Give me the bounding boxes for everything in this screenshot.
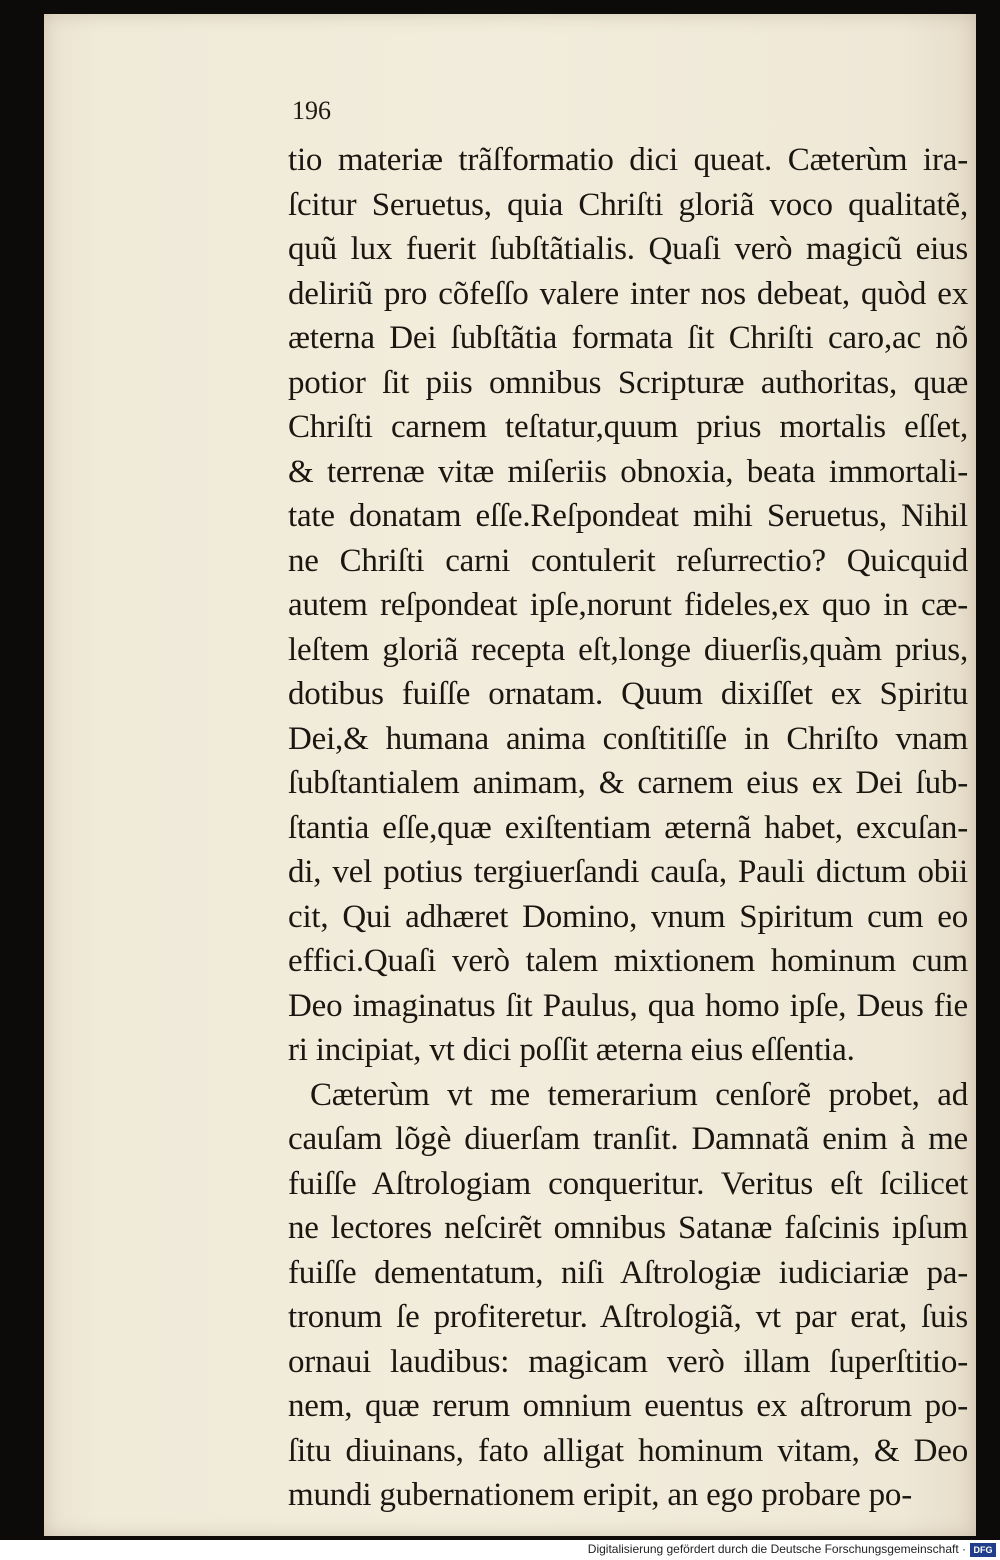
text-line: cauſam lõgè diuerſam tranſit. Damnatã enim à me <box>288 1121 968 1157</box>
text-line: Dei,& humana anima conſtitiſſe in Chriſto vnam <box>288 720 968 757</box>
text-line: dotibus fuiſſe ornatam. Quum dixiſſet ex Spiritu <box>288 676 968 712</box>
text-line: effici.Quaſi verò talem mixtionem hominum cum <box>288 943 968 979</box>
page-number: 196 <box>292 96 331 125</box>
text-line: fuiſſe dementatum, niſi Aſtrologiæ iudiciariæ pa- <box>288 1254 968 1291</box>
text-line: di, vel potius tergiuerſandi cauſa, Pauli dictum obii <box>288 854 968 890</box>
text-line: tate donatam eſſe.Reſpondeat mihi Seruetus, Nihil <box>288 498 968 534</box>
text-line: ornaui laudibus: magicam verò illam ſuperſtitio- <box>288 1343 968 1380</box>
text-line: deliriũ pro cõfeſſo valere inter nos debeat, quòd ex <box>288 275 968 312</box>
text-line: nem, quæ rerum omnium euentus ex aſtrorum po- <box>288 1388 968 1424</box>
body-text <box>288 138 968 1518</box>
text-line: ri incipiat, vt dici poſſit æterna eius eſſentia. <box>288 1032 855 1068</box>
text-line: quũ lux fuerit ſubſtãtialis. Quaſi verò magicũ eius <box>288 231 968 267</box>
text-line: ſitu diuinans, fato alligat hominum vitam, & Deo <box>288 1432 968 1469</box>
text-line: fuiſſe Aſtrologiam conqueritur. Veritus eſt ſcilicet <box>288 1165 968 1202</box>
digitization-footer <box>0 1540 1000 1560</box>
text-line: ſcitur Seruetus, quia Chriſti gloriã voco qualitatẽ, <box>288 186 968 223</box>
dfg-logo-icon: DFG <box>970 1543 996 1557</box>
text-line: ſubſtantialem animam, & carnem eius ex Dei ſub- <box>288 765 968 801</box>
text-line: tio materiæ trãſformatio dici queat. Cæterùm ira- <box>288 142 968 178</box>
text-line: ſtantia eſſe,quæ exiſtentiam æternã habet, excuſan- <box>288 809 968 846</box>
text-line: tronum ſe profiteretur. Aſtrologiã, vt par erat, ſuis <box>288 1299 968 1335</box>
text-line: Chriſti carnem teſtatur,quum prius mortalis eſſet, <box>288 409 968 445</box>
text-line: potior ſit piis omnibus Scripturæ authoritas, quæ <box>288 364 968 401</box>
text-line: leſtem gloriã recepta eſt,longe diuerſis,quàm prius, <box>288 631 968 668</box>
text-line: Cæterùm vt me temerarium cenſorẽ probet, ad <box>310 1076 968 1113</box>
text-line: Deo imaginatus ſit Paulus, qua homo ipſe, Deus fie <box>288 987 968 1024</box>
text-line: æterna Dei ſubſtãtia formata ſit Chriſti caro,ac nõ <box>288 320 968 356</box>
text-line: autem reſpondeat ipſe,norunt fideles,ex quo in cæ- <box>288 587 968 623</box>
text-line: cit, Qui adhæret Domino, vnum Spiritum cum eo <box>288 898 968 935</box>
funding-credit: Digitalisierung gefördert durch die Deutsche Forschungsgemeinschaft · <box>587 1542 966 1556</box>
text-line: ne Chriſti carni contulerit reſurrectio? Quicquid <box>288 542 968 579</box>
text-line: ne lectores neſcirẽt omnibus Satanæ faſcinis ipſum <box>288 1210 968 1246</box>
text-line: mundi gubernationem eripit, an ego probare po- <box>288 1477 913 1513</box>
text-line: & terrenæ vitæ miſeriis obnoxia, beata immortali- <box>288 453 968 490</box>
